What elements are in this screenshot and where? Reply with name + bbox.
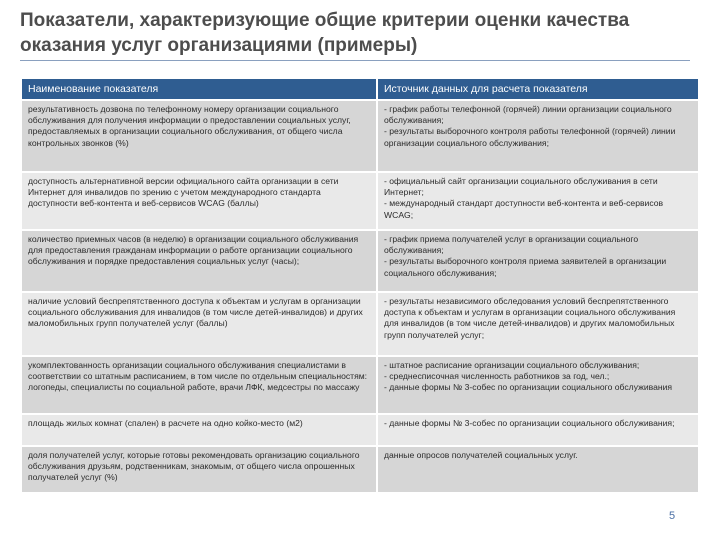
table-header-row [22,79,698,100]
table-row [22,414,698,446]
column-header-indicator: Наименование показателя [22,79,377,100]
source-cell: - результаты независимого обследования условий беспрепятственного доступа к объектам и услугам в организации социального обслуживания для инвалидов (в том числе детей-инвалидов) и других маломобильных групп получателей услуг; [377,292,698,356]
title-divider [20,60,690,61]
table-row [22,100,698,172]
indicator-cell: количество приемных часов (в неделю) в организации социального обслуживания для предоставления гражданам информации о работе организации социального обслуживания и порядке предоставления социальных услуг (часы); [22,230,377,292]
table-row [22,446,698,492]
indicator-cell: результативность дозвона по телефонному номеру организации социального обслуживания для получения информации о предоставлении социальных услуг, предоставляемых в организации социального обслуживания, от общего числа контрольных звонков (%) [22,100,377,172]
table-row [22,230,698,292]
indicators-table [22,79,698,492]
source-cell: - официальный сайт организации социального обслуживания в сети Интернет; - международный стандарт доступности веб-контента и веб-сервисов WCAG; [377,172,698,230]
table-row [22,172,698,230]
source-cell: - данные формы № 3-собес по организации социального обслуживания; [377,414,698,446]
indicator-cell: наличие условий беспрепятственного доступа к объектам и услугам в организации социального обслуживания для инвалидов (в том числе детей-инвалидов) и других маломобильных групп получателей услуг (баллы) [22,292,377,356]
page-title: Показатели, характеризующие общие критерии оценки качества оказания услуг организациями (примеры) [20,10,630,56]
indicator-cell: доступность альтернативной версии официального сайта организации в сети Интернет для инвалидов по зрению с учетом международного стандарта доступности веб-контента и веб-сервисов WCAG (баллы) [22,172,377,230]
column-header-source: Источник данных для расчета показателя [377,79,698,100]
table-row [22,292,698,356]
source-cell: - график работы телефонной (горячей) линии организации социального обслуживания; - результаты выборочного контроля работы телефонной (горячей) линии организации социального обслуживания; [377,100,698,172]
source-cell: данные опросов получателей социальных услуг. [377,446,698,492]
table-row [22,356,698,414]
indicator-cell: доля получателей услуг, которые готовы рекомендовать организацию социального обслуживания друзьям, родственникам, знакомым, от общего числа опрошенных получателей услуг (%) [22,446,377,492]
page-number: 5 [669,510,676,522]
indicator-cell: укомплектованность организации социального обслуживания специалистами в соответствии со штатным расписанием, в том числе по отдельным специальностям: логопеды, специалисты по социальной работе, врачи ЛФК, медсестры по массажу [22,356,377,414]
source-cell: - штатное расписание организации социального обслуживания; - среднесписочная численность работников за год, чел.; - данные формы № 3-собес по организации социального обслуживания [377,356,698,414]
source-cell: - график приема получателей услуг в организации социального обслуживания; - результаты выборочного контроля приема заявителей в организации социального обслуживания; [377,230,698,292]
indicator-cell: площадь жилых комнат (спален) в расчете на одно койко-место (м2) [22,414,377,446]
